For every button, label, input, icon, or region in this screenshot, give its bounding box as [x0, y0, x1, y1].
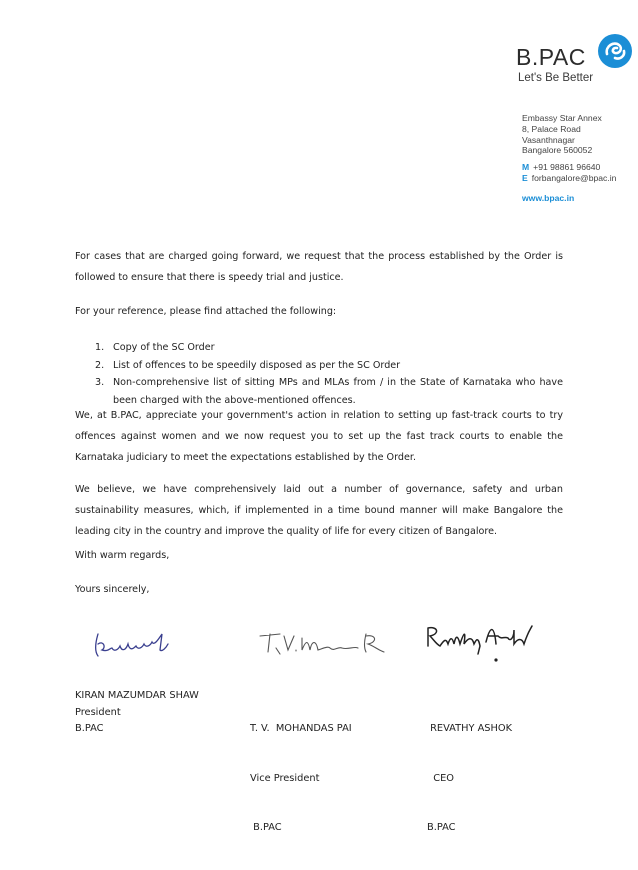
bpac-logo	[516, 32, 634, 88]
signatory-name: REVATHY ASHOK	[427, 723, 512, 734]
signatory-org: B.PAC	[75, 723, 104, 734]
logo-brand: B.PAC	[516, 44, 586, 70]
signature-revathy-image	[424, 622, 536, 668]
email-line	[522, 173, 616, 184]
signatory-kiran	[75, 688, 199, 738]
signatory-pai	[250, 688, 352, 870]
list-item	[95, 339, 563, 357]
address-line: Bangalore 560052	[522, 145, 593, 156]
signatory-title: President	[75, 706, 121, 718]
signatory-title: Vice President	[250, 772, 320, 784]
list-number: 1.	[95, 342, 105, 353]
signatory-revathy	[427, 688, 512, 870]
signatory-title: CEO	[427, 772, 454, 784]
signatory-org: B.PAC	[427, 822, 456, 833]
signature-kiran-image	[92, 626, 172, 662]
signature-pai-image	[258, 628, 388, 658]
list-text: Copy of the SC Order	[113, 342, 215, 353]
logo-tagline: Let's Be Better	[518, 72, 594, 84]
list-item	[95, 374, 563, 409]
address-line: 8, Palace Road	[522, 123, 581, 134]
phone-line	[522, 162, 616, 173]
signature-pai	[258, 628, 388, 658]
email-label: E	[522, 172, 528, 183]
signatory-name: KIRAN MAZUMDAR SHAW	[75, 690, 199, 701]
contact-block	[522, 162, 616, 184]
list-item	[95, 357, 563, 375]
address-line: Embassy Star Annex	[522, 113, 602, 123]
paragraph-2: For your reference, please find attached the following:	[75, 306, 337, 317]
list-text: Non-comprehensive list of sitting MPs and MLAs from / in the State of Karnataka who have been charged with the above-mentioned offences.	[113, 377, 563, 406]
phone-number: +91 98861 96640	[533, 162, 601, 172]
regards-line: With warm regards,	[75, 550, 170, 561]
signatory-org: B.PAC	[250, 822, 282, 833]
phone-label: M	[522, 162, 530, 172]
email-address[interactable]: forbangalore@bpac.in	[531, 172, 617, 183]
list-text: List of offences to be speedily disposed as per the SC Order	[113, 359, 401, 371]
bpac-swirl-icon	[596, 32, 634, 70]
signature-kiran	[92, 626, 172, 662]
website-link[interactable]: www.bpac.in	[522, 193, 575, 203]
paragraph-3: We, at B.PAC, appreciate your government's action in relation to setting up fast-track courts to try offences against women and we now request you to set up the fast track courts to enable the Karnataka judiciary to meet the expectations established by the Order.	[75, 410, 563, 463]
list-number: 3.	[95, 377, 105, 388]
address-line: Vasanthnagar	[522, 134, 575, 145]
signature-revathy	[424, 622, 536, 668]
closing-line: Yours sincerely,	[75, 584, 150, 595]
list-number: 2.	[95, 359, 105, 371]
signatory-name: T. V. MOHANDAS PAI	[250, 723, 352, 734]
address-block	[522, 113, 602, 156]
signatories-block	[75, 688, 563, 833]
paragraph-1: For cases that are charged going forward, we request that the process established by the Order is followed to ensure that there is speedy trial and justice.	[75, 251, 563, 283]
attachment-list	[95, 339, 563, 409]
paragraph-4: We believe, we have comprehensively laid out a number of governance, safety and urban sustainability measures, which, if implemented in a time bound manner will make Bangalore the leading city in the country and improve the quality of life for every citizen of Bangalore.	[75, 484, 563, 537]
